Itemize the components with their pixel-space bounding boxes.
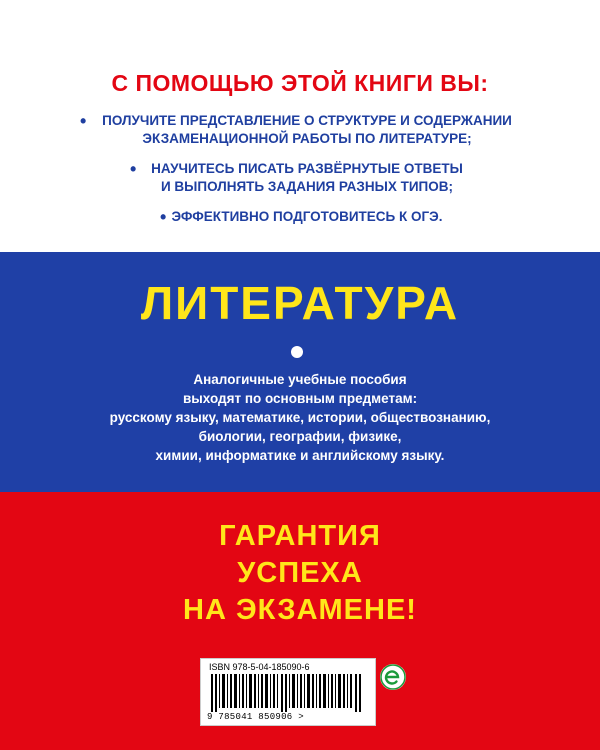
publisher-e-logo-icon bbox=[380, 664, 406, 690]
info-line-5: химии, информатике и английскому языку. bbox=[155, 448, 445, 463]
benefit-1-line-1: ПОЛУЧИТЕ ПРЕДСТАВЛЕНИЕ О СТРУКТУРЕ И СОДЕРЖАНИИ bbox=[102, 113, 512, 128]
benefits-list bbox=[80, 112, 520, 238]
separator-dot-icon bbox=[291, 346, 303, 358]
benefits-title: С ПОМОЩЬЮ ЭТОЙ КНИГИ ВЫ: bbox=[111, 70, 489, 96]
bullet-icon: • bbox=[80, 111, 87, 131]
isbn-number: ISBN 978-5-04-185090-6 bbox=[209, 662, 310, 672]
info-line-3: русскому языку, математике, истории, обществознанию, bbox=[109, 410, 491, 425]
barcode-digits: 9 785041 850906 > bbox=[207, 712, 304, 722]
benefit-item-2 bbox=[80, 160, 520, 196]
slogan bbox=[0, 518, 600, 629]
subject-title: ЛИТЕРАТУРА bbox=[140, 277, 460, 329]
slogan-line-1: ГАРАНТИЯ bbox=[219, 520, 381, 552]
info-line-2: выходят по основным предметам: bbox=[182, 391, 418, 406]
bullet-icon: • bbox=[130, 159, 137, 179]
info-line-4: биологии, географии, физике, bbox=[198, 429, 402, 444]
isbn-barcode-panel bbox=[200, 658, 376, 726]
bullet-icon: • bbox=[160, 207, 167, 227]
benefit-1-line-2: ЭКЗАМЕНАЦИОННОЙ РАБОТЫ ПО ЛИТЕРАТУРЕ; bbox=[142, 131, 472, 146]
related-books-info bbox=[60, 370, 540, 465]
benefit-3-line-1: ЭФФЕКТИВНО ПОДГОТОВИТЕСЬ К ОГЭ. bbox=[171, 209, 443, 224]
benefit-item-1 bbox=[80, 112, 520, 148]
benefit-2-line-2: И ВЫПОЛНЯТЬ ЗАДАНИЯ РАЗНЫХ ТИПОВ; bbox=[160, 179, 454, 194]
benefit-2-line-1: НАУЧИТЕСЬ ПИСАТЬ РАЗВЁРНУТЫЕ ОТВЕТЫ bbox=[151, 161, 463, 176]
slogan-line-3: НА ЭКЗАМЕНЕ! bbox=[183, 594, 417, 626]
barcode-icon bbox=[211, 674, 363, 712]
slogan-line-2: УСПЕХА bbox=[237, 557, 363, 589]
info-line-1: Аналогичные учебные пособия bbox=[193, 372, 407, 387]
benefit-item-3 bbox=[80, 208, 520, 226]
